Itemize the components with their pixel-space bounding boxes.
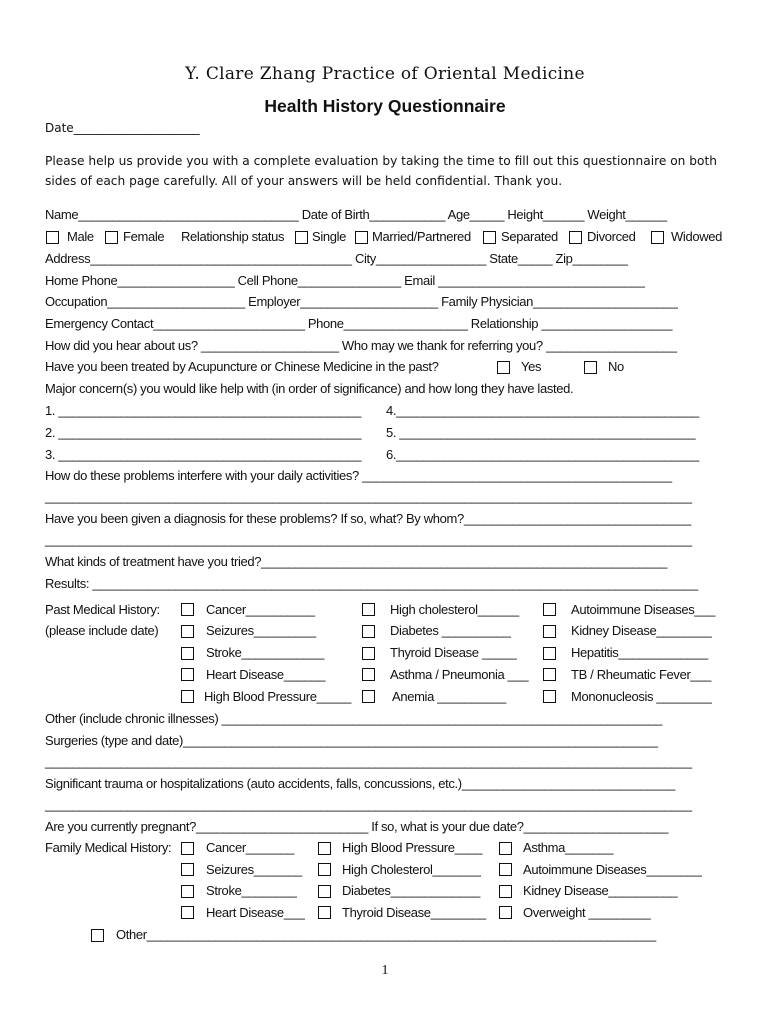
- condition-checkbox[interactable]: [181, 625, 194, 638]
- condition-checkbox[interactable]: [543, 647, 556, 660]
- yes-label: Yes: [521, 359, 542, 374]
- family-condition-checkbox[interactable]: [318, 842, 331, 855]
- divorced-label: Divorced: [587, 229, 636, 244]
- answer-blank-line[interactable]: ______________________________________________________________________________________________: [45, 797, 692, 812]
- condition-checkbox[interactable]: [181, 690, 194, 703]
- pregnancy-line[interactable]: Are you currently pregnant?_________________________ If so, what is your due date?_____________________: [45, 819, 669, 834]
- intro-line-1: Please help us provide you with a complete evaluation by taking the time to fill out this questionnaire on both: [45, 154, 717, 168]
- interference-question[interactable]: How do these problems interfere with your daily activities? _____________________________________________: [45, 468, 672, 483]
- form-title: Health History Questionnaire: [264, 96, 506, 116]
- condition-label: Stroke____________: [206, 645, 325, 660]
- female-checkbox[interactable]: [105, 231, 118, 244]
- past-medical-history-label: Past Medical History:: [45, 602, 160, 617]
- trauma-line[interactable]: Significant trauma or hospitalizations (auto accidents, falls, concussions, etc.)_______________________________: [45, 776, 676, 791]
- family-condition-checkbox[interactable]: [181, 842, 194, 855]
- condition-label: High Blood Pressure_____: [204, 689, 351, 704]
- name-dob-line[interactable]: Name________________________________ Date of Birth___________ Age_____ Height______ Weight______: [45, 207, 667, 222]
- concern-3[interactable]: 3. ____________________________________________: [45, 447, 362, 462]
- male-checkbox[interactable]: [46, 231, 59, 244]
- concern-5[interactable]: 5. ___________________________________________: [386, 425, 696, 440]
- concerns-question: Major concern(s) you would like help with (in order of significance) and how long they have lasted.: [45, 381, 574, 396]
- referral-line[interactable]: How did you hear about us? ____________________ Who may we thank for referring you? ___________________: [45, 338, 677, 353]
- widowed-checkbox[interactable]: [651, 231, 664, 244]
- condition-label: Autoimmune Diseases___: [571, 602, 716, 617]
- yes-checkbox[interactable]: [497, 361, 510, 374]
- condition-checkbox[interactable]: [543, 603, 556, 616]
- condition-label: High cholesterol______: [390, 602, 519, 617]
- occupation-line[interactable]: Occupation____________________ Employer____________________ Family Physician_____________________: [45, 294, 678, 309]
- family-condition-checkbox[interactable]: [318, 863, 331, 876]
- condition-checkbox[interactable]: [543, 690, 556, 703]
- family-condition-checkbox[interactable]: [499, 885, 512, 898]
- condition-label: Seizures_________: [206, 623, 316, 638]
- condition-label: Mononucleosis ________: [571, 689, 712, 704]
- condition-checkbox[interactable]: [181, 647, 194, 660]
- surgeries-line[interactable]: Surgeries (type and date)_____________________________________________________________________: [45, 733, 658, 748]
- prior-treatment-question: Have you been treated by Acupuncture or Chinese Medicine in the past?: [45, 359, 439, 374]
- concern-2[interactable]: 2. ____________________________________________: [45, 425, 362, 440]
- family-condition-label: High Blood Pressure____: [342, 840, 483, 855]
- condition-label: Heart Disease______: [206, 667, 326, 682]
- family-condition-label: Seizures_______: [206, 862, 302, 877]
- female-label: Female: [123, 229, 165, 244]
- family-condition-label: Thyroid Disease________: [342, 905, 486, 920]
- answer-blank-line[interactable]: ______________________________________________________________________________________________: [45, 532, 692, 547]
- widowed-label: Widowed: [671, 229, 723, 244]
- family-condition-checkbox[interactable]: [318, 885, 331, 898]
- condition-checkbox[interactable]: [362, 668, 375, 681]
- family-condition-checkbox[interactable]: [181, 863, 194, 876]
- condition-checkbox[interactable]: [362, 603, 375, 616]
- condition-checkbox[interactable]: [543, 625, 556, 638]
- family-condition-checkbox[interactable]: [499, 863, 512, 876]
- family-condition-label: Cancer_______: [206, 840, 294, 855]
- no-label: No: [608, 359, 624, 374]
- results-line[interactable]: Results: ________________________________________________________________________________________: [45, 576, 698, 591]
- separated-checkbox[interactable]: [483, 231, 496, 244]
- condition-label: Thyroid Disease _____: [390, 645, 517, 660]
- condition-label: Hepatitis_____________: [571, 645, 708, 660]
- single-checkbox[interactable]: [295, 231, 308, 244]
- family-condition-label: Overweight _________: [523, 905, 651, 920]
- condition-label: Diabetes __________: [390, 623, 511, 638]
- condition-label: Cancer__________: [206, 602, 315, 617]
- family-condition-checkbox[interactable]: [318, 906, 331, 919]
- other-chronic-illnesses-line[interactable]: Other (include chronic illnesses) ________________________________________________________________: [45, 711, 662, 726]
- family-condition-label: Autoimmune Diseases________: [523, 862, 702, 877]
- answer-blank-line[interactable]: ______________________________________________________________________________________________: [45, 489, 692, 504]
- condition-checkbox[interactable]: [181, 668, 194, 681]
- condition-checkbox[interactable]: [362, 647, 375, 660]
- emergency-contact-line[interactable]: Emergency Contact______________________ Phone__________________ Relationship ___________________: [45, 316, 673, 331]
- married-checkbox[interactable]: [355, 231, 368, 244]
- family-condition-checkbox[interactable]: [181, 885, 194, 898]
- page-number: 1: [381, 963, 389, 978]
- married-label: Married/Partnered: [372, 229, 471, 244]
- family-other-line[interactable]: Other__________________________________________________________________________: [116, 927, 656, 942]
- divorced-checkbox[interactable]: [569, 231, 582, 244]
- condition-label: Anemia __________: [392, 689, 507, 704]
- condition-label: TB / Rheumatic Fever___: [571, 667, 712, 682]
- condition-label: Asthma / Pneumonia ___: [390, 667, 529, 682]
- answer-blank-line[interactable]: ______________________________________________________________________________________________: [45, 754, 692, 769]
- diagnosis-question[interactable]: Have you been given a diagnosis for these problems? If so, what? By whom?_________________________________: [45, 511, 691, 526]
- condition-checkbox[interactable]: [181, 603, 194, 616]
- family-condition-checkbox[interactable]: [499, 906, 512, 919]
- family-medical-history-label: Family Medical History:: [45, 840, 172, 855]
- family-condition-label: Stroke________: [206, 883, 297, 898]
- family-condition-label: High Cholesterol_______: [342, 862, 481, 877]
- practice-name: Y. Clare Zhang Practice of Oriental Medicine: [185, 64, 585, 84]
- condition-checkbox[interactable]: [543, 668, 556, 681]
- family-condition-label: Diabetes_____________: [342, 883, 480, 898]
- phone-email-line[interactable]: Home Phone_________________ Cell Phone_______________ Email ______________________________: [45, 273, 645, 288]
- separated-label: Separated: [501, 229, 558, 244]
- date-field[interactable]: Date_____________________: [45, 121, 200, 135]
- past-medical-history-sublabel: (please include date): [45, 623, 159, 638]
- family-condition-label: Heart Disease___: [206, 905, 305, 920]
- family-condition-label: Kidney Disease__________: [523, 883, 678, 898]
- no-checkbox[interactable]: [584, 361, 597, 374]
- family-condition-label: Asthma_______: [523, 840, 614, 855]
- concern-6[interactable]: 6.____________________________________________: [386, 447, 699, 462]
- treatment-question[interactable]: What kinds of treatment have you tried?___________________________________________________________: [45, 554, 668, 569]
- family-condition-checkbox[interactable]: [499, 842, 512, 855]
- concern-4[interactable]: 4.____________________________________________: [386, 403, 699, 418]
- concern-1[interactable]: 1. ____________________________________________: [45, 403, 362, 418]
- intro-line-2: sides of each page carefully. All of your answers will be held confidential. Thank you.: [45, 174, 563, 188]
- address-line[interactable]: Address______________________________________ City________________ State_____ Zip________: [45, 251, 628, 266]
- male-label: Male: [67, 229, 94, 244]
- condition-label: Kidney Disease________: [571, 623, 712, 638]
- relationship-status-label: Relationship status: [181, 229, 285, 244]
- condition-checkbox[interactable]: [362, 690, 375, 703]
- single-label: Single: [312, 229, 347, 244]
- family-condition-checkbox[interactable]: [181, 906, 194, 919]
- family-other-checkbox[interactable]: [91, 929, 104, 942]
- condition-checkbox[interactable]: [362, 625, 375, 638]
